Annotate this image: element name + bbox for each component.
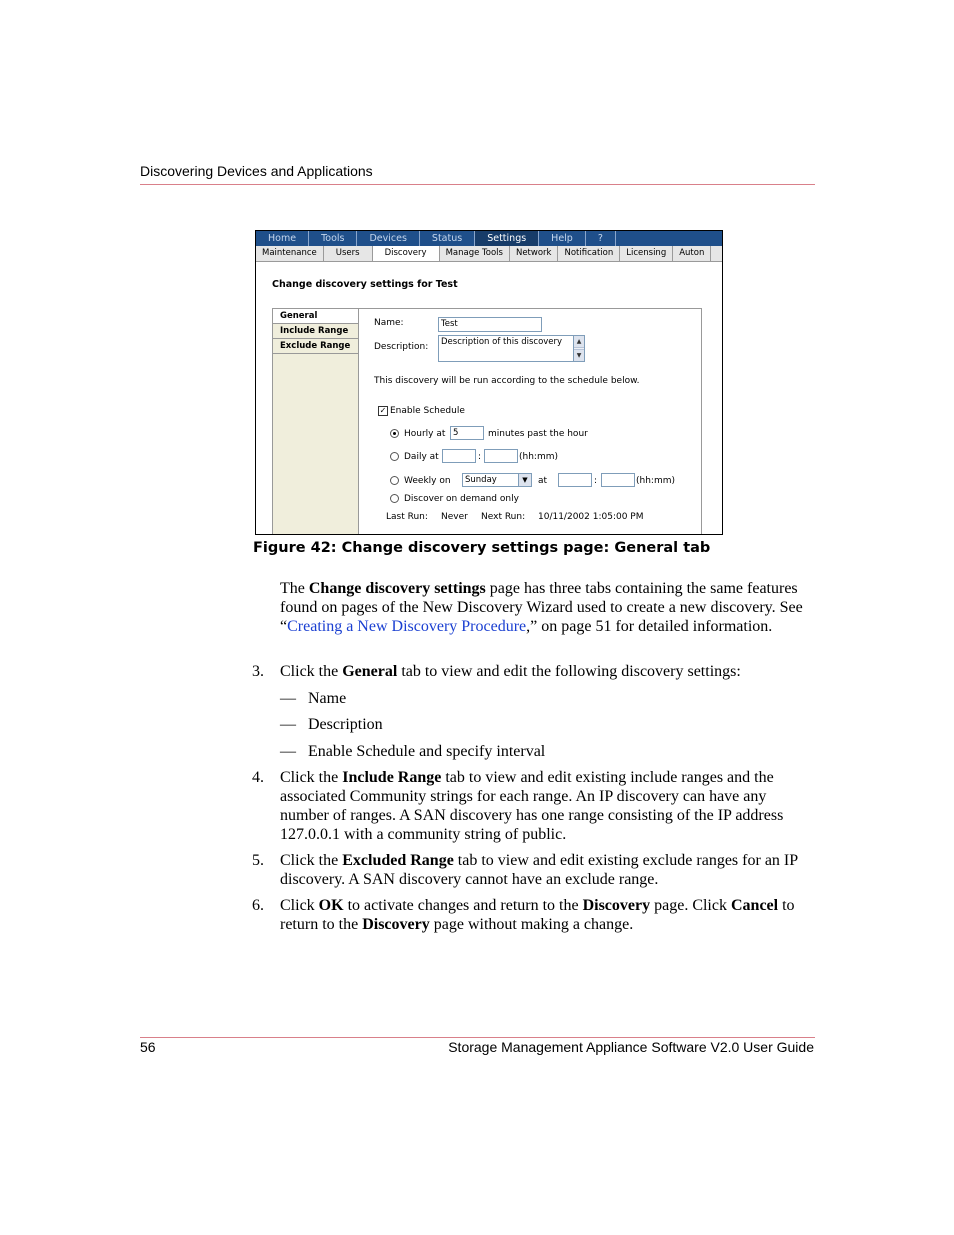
- daily-colon: :: [478, 452, 482, 462]
- chevron-down-icon[interactable]: ▼: [518, 474, 531, 486]
- tab-help[interactable]: Help: [539, 231, 586, 246]
- footer-rule: [140, 1037, 815, 1038]
- hourly-minutes-input[interactable]: 5: [450, 426, 484, 440]
- cross-reference-link[interactable]: Creating a New Discovery Procedure: [287, 618, 527, 635]
- step-bold: Discovery: [582, 897, 651, 914]
- figure-screenshot: [255, 230, 723, 535]
- tab-tools[interactable]: Tools: [309, 231, 357, 246]
- tab-home[interactable]: Home: [256, 231, 309, 246]
- next-run-value: 10/11/2002 1:05:00 PM: [538, 512, 644, 522]
- intro-paragraph: [280, 579, 815, 636]
- step-bold: OK: [318, 897, 344, 914]
- weekly-colon: :: [594, 476, 598, 486]
- step-bold: Excluded Range: [342, 852, 454, 869]
- list-item: [280, 689, 346, 708]
- weekly-radio[interactable]: [390, 476, 399, 485]
- side-tab-exclude-range[interactable]: Exclude Range: [273, 339, 358, 354]
- figure-caption: Figure 42: Change discovery settings page: General tab: [253, 540, 711, 556]
- step-4-text: [280, 768, 815, 844]
- weekly-hour-input[interactable]: [558, 473, 592, 487]
- step-text: Click the: [280, 852, 343, 869]
- list-item: [280, 715, 383, 734]
- subtab-network[interactable]: Network: [510, 246, 559, 261]
- step-text: Click: [280, 897, 319, 914]
- name-label: Name:: [374, 318, 404, 328]
- step-6-text: [280, 896, 815, 934]
- weekly-day-select[interactable]: [462, 473, 532, 487]
- step-3-text: [280, 662, 815, 681]
- step-bold: Discovery: [362, 916, 430, 933]
- side-tabs: [273, 309, 359, 535]
- intro-text: page has three tabs containing the same features found on pages of the New Discovery Wizard used to create a new discovery. See “: [280, 580, 803, 635]
- step-text: Click the: [280, 663, 343, 680]
- scroll-up-icon[interactable]: ▲: [574, 336, 584, 348]
- list-item-label: Description: [308, 716, 383, 733]
- intro-bold: Change discovery settings: [308, 580, 486, 597]
- last-run-value: Never: [441, 512, 468, 522]
- weekly-day-value: Sunday: [465, 475, 497, 485]
- enable-schedule-label: Enable Schedule: [390, 406, 465, 416]
- hourly-suffix: minutes past the hour: [488, 429, 588, 439]
- name-input[interactable]: Test: [438, 317, 542, 332]
- subtab-notification[interactable]: Notification: [558, 246, 620, 261]
- daily-minute-input[interactable]: [484, 449, 518, 463]
- step-text: to return to the: [280, 897, 795, 933]
- step-bold: Cancel: [730, 897, 779, 914]
- weekly-at-label: at: [538, 476, 548, 486]
- page-number: 56: [140, 1039, 156, 1055]
- list-item: [280, 742, 545, 761]
- intro-text: The: [280, 580, 309, 597]
- tab-settings[interactable]: Settings: [475, 231, 539, 246]
- subtab-users[interactable]: Users: [324, 246, 373, 261]
- subtab-auton[interactable]: Auton: [673, 246, 711, 261]
- sub-navigation: [256, 246, 722, 262]
- daily-hour-input[interactable]: [442, 449, 476, 463]
- weekly-minute-input[interactable]: [601, 473, 635, 487]
- description-scrollbar[interactable]: [573, 335, 585, 362]
- daily-hhmm: (hh:mm): [519, 452, 558, 462]
- scroll-down-icon[interactable]: ▼: [574, 349, 584, 361]
- demand-label: Discover on demand only: [404, 494, 519, 504]
- step-text: page without making a change.: [429, 916, 634, 933]
- weekly-hhmm: (hh:mm): [636, 476, 675, 486]
- list-item-label: Enable Schedule and specify interval: [308, 743, 546, 760]
- step-5-text: [280, 851, 815, 889]
- list-item-label: Name: [308, 690, 347, 707]
- settings-panel: [272, 308, 702, 535]
- dash-bullet: —: [280, 743, 296, 760]
- top-navigation: [256, 231, 722, 246]
- step-text: tab to view and edit the following discovery settings:: [397, 663, 741, 680]
- description-label: Description:: [374, 342, 429, 352]
- demand-radio[interactable]: [390, 494, 399, 503]
- step-text: page. Click: [650, 897, 731, 914]
- description-textarea[interactable]: Description of this discovery: [438, 335, 574, 362]
- subtab-maintenance[interactable]: Maintenance: [256, 246, 324, 261]
- step-number: 6.: [252, 897, 264, 914]
- hourly-label: Hourly at: [404, 429, 446, 439]
- step-number: 4.: [252, 769, 264, 786]
- hourly-radio[interactable]: [390, 429, 399, 438]
- step-bold: Include Range: [342, 769, 442, 786]
- tab-devices[interactable]: Devices: [357, 231, 419, 246]
- schedule-note: This discovery will be run according to the schedule below.: [374, 376, 640, 386]
- settings-title: Change discovery settings for Test: [272, 279, 458, 290]
- next-run-label: Next Run:: [481, 512, 526, 522]
- subtab-licensing[interactable]: Licensing: [620, 246, 673, 261]
- header-rule: [140, 184, 815, 185]
- daily-label: Daily at: [404, 452, 439, 462]
- subtab-manage-tools[interactable]: Manage Tools: [440, 246, 510, 261]
- step-text: to activate changes and return to the: [343, 897, 583, 914]
- side-tab-general[interactable]: General: [273, 309, 358, 324]
- side-tab-include-range[interactable]: Include Range: [273, 324, 358, 339]
- daily-radio[interactable]: [390, 452, 399, 461]
- running-header: Discovering Devices and Applications: [140, 163, 373, 179]
- step-text: tab to view and edit existing include ranges and the associated Community strings for each range. An IP discovery can have any number of ranges. A SAN discovery has one range consisting of the IP address 127.0.0.1 with a community string of public.: [280, 769, 784, 843]
- enable-schedule-checkbox[interactable]: ✓: [379, 406, 387, 415]
- tab-status[interactable]: Status: [420, 231, 475, 246]
- intro-text: ,” on page 51 for detailed information.: [526, 618, 773, 635]
- footer-title: Storage Management Appliance Software V2.0 User Guide: [448, 1039, 814, 1055]
- last-run-label: Last Run:: [386, 512, 428, 522]
- step-number: 3.: [252, 663, 264, 680]
- step-text: tab to view and edit existing exclude ranges for an IP discovery. A SAN discovery cannot have an exclude range.: [280, 852, 798, 888]
- subtab-discovery[interactable]: Discovery: [373, 246, 440, 261]
- step-number: 5.: [252, 852, 264, 869]
- step-text: Click the: [280, 769, 343, 786]
- dash-bullet: —: [280, 716, 296, 733]
- tab-question[interactable]: ?: [586, 231, 616, 246]
- dash-bullet: —: [280, 690, 296, 707]
- step-bold: General: [342, 663, 398, 680]
- weekly-label: Weekly on: [404, 476, 451, 486]
